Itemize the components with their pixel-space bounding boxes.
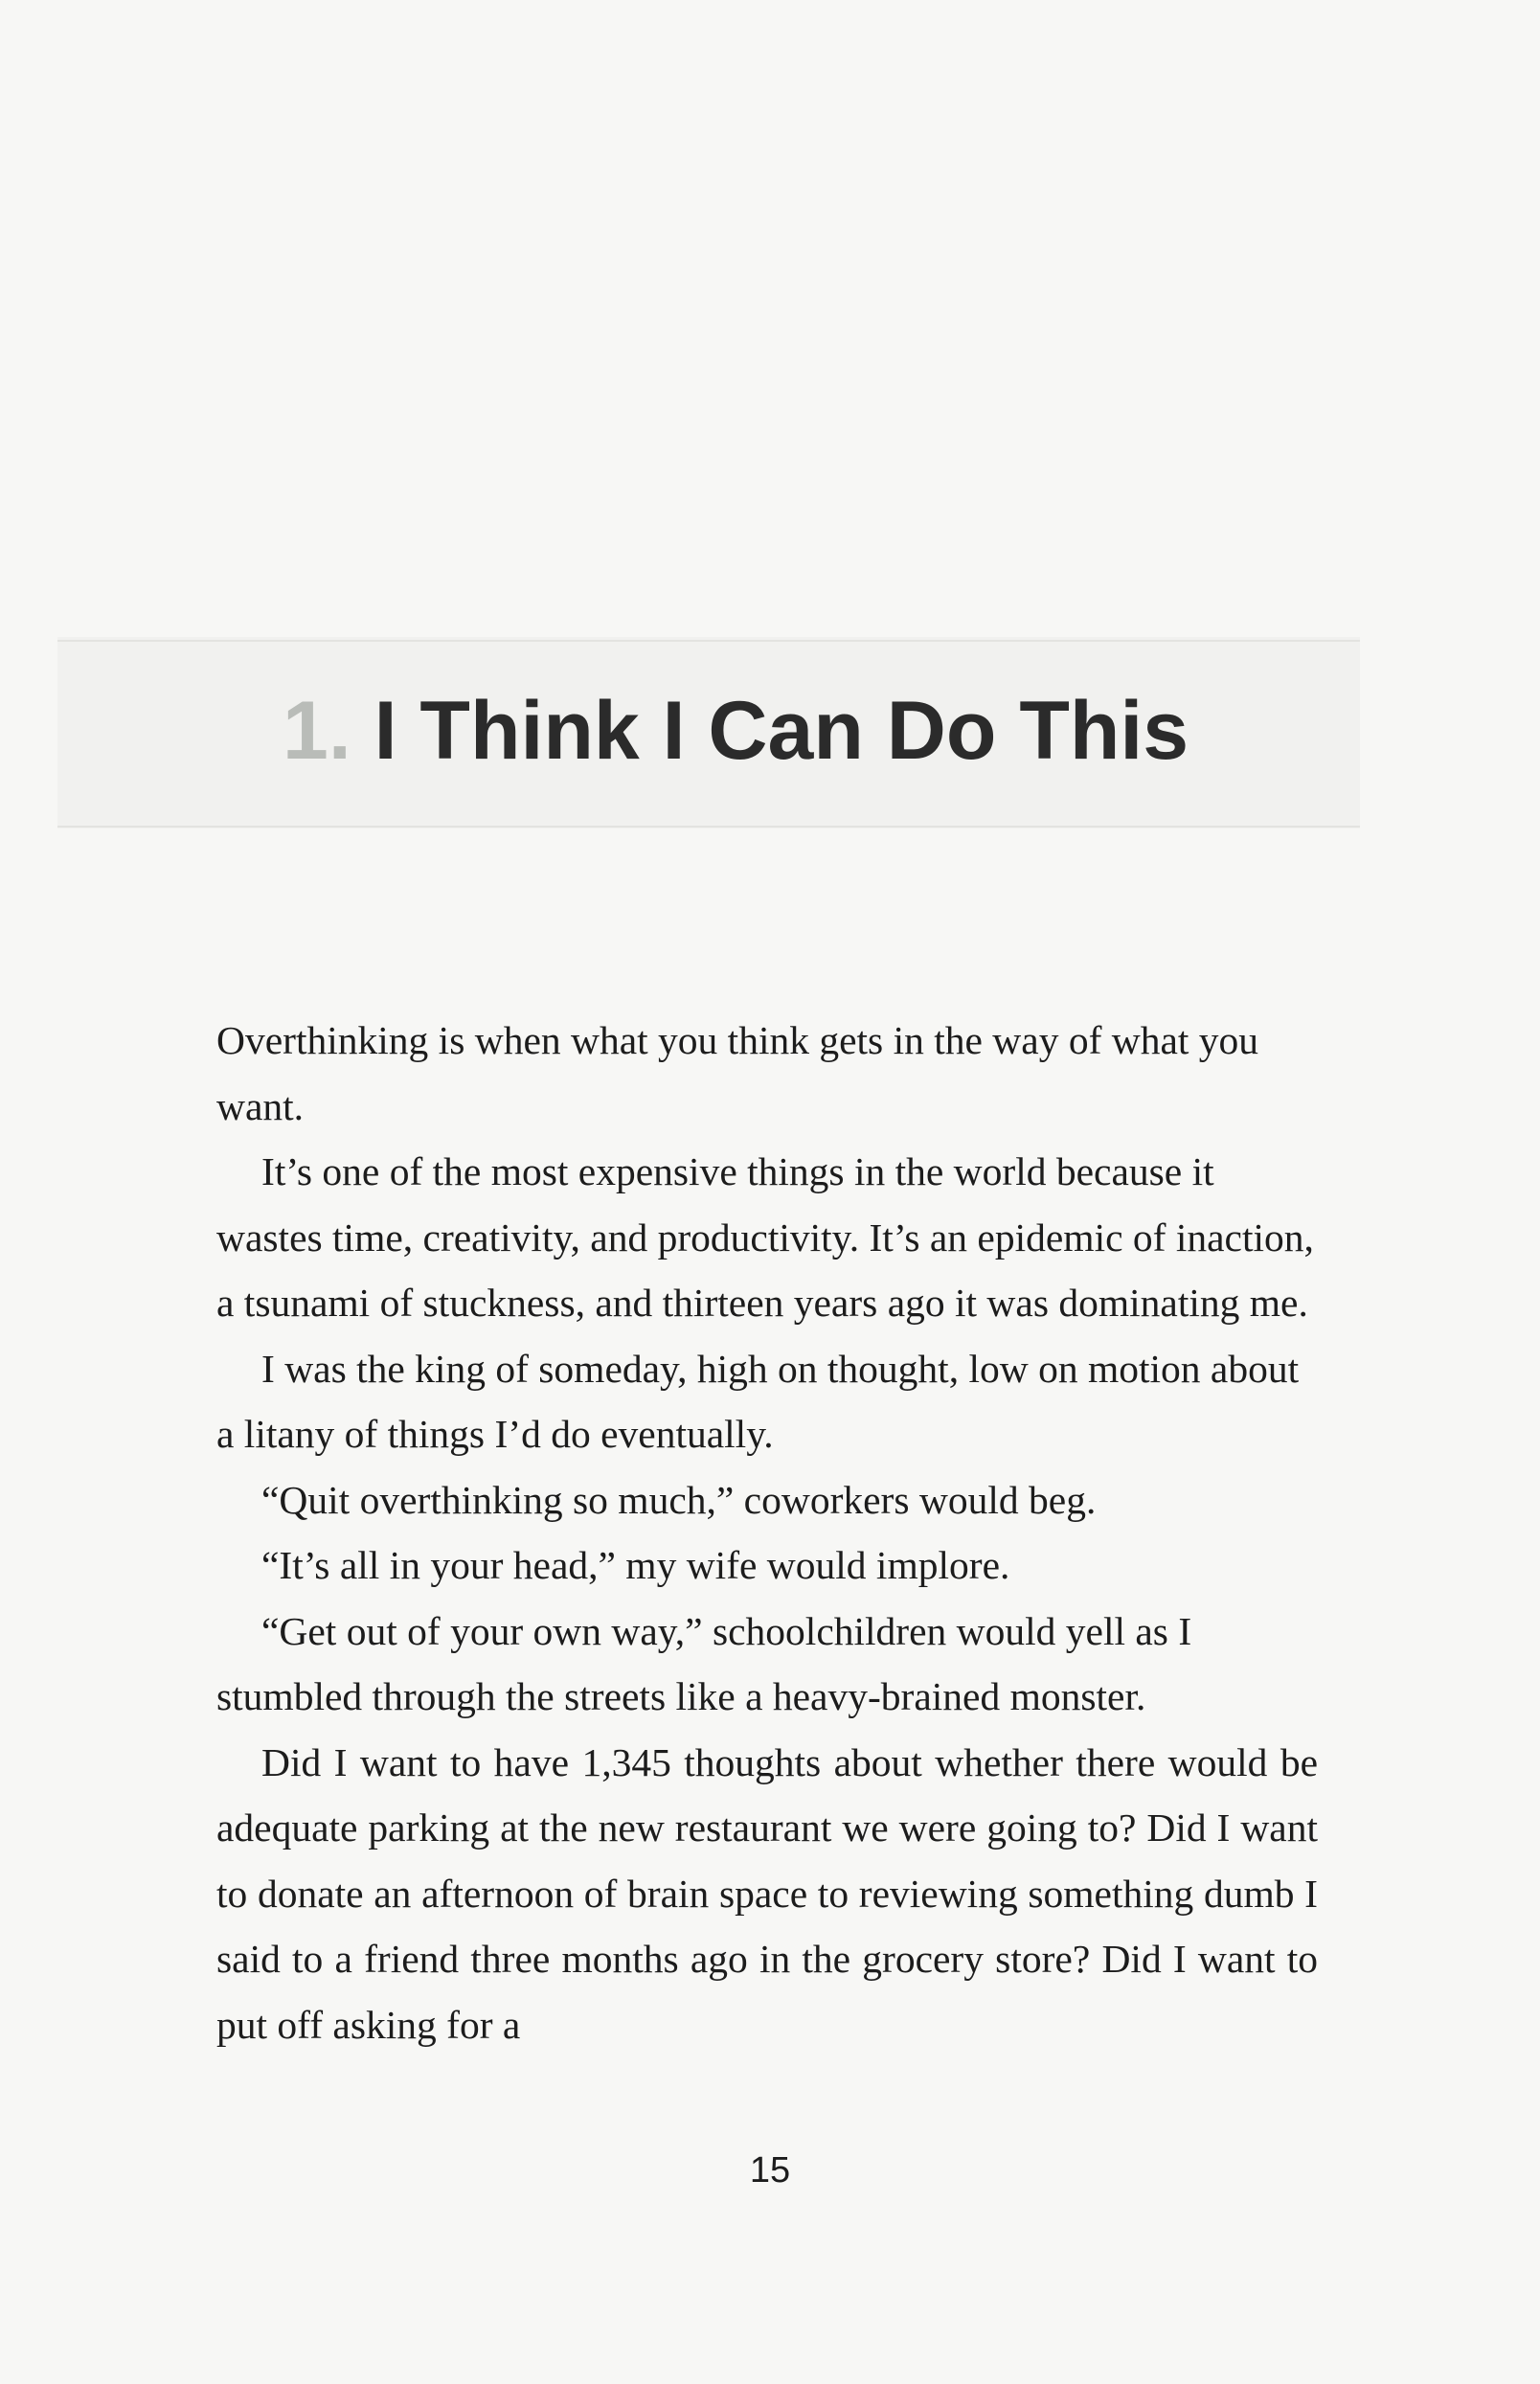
page-number: 15 (749, 2150, 791, 2191)
paragraph-6: “Get out of your own way,” schoolchildren would yell as I stumbled through the streets like a heavy-brained monster. (216, 1608, 1192, 1718)
chapter-number: 1. (283, 685, 351, 777)
paragraph-5: “It’s all in your head,” my wife would implore. (261, 1543, 1010, 1587)
chapter-bottom-rule (57, 826, 1360, 828)
chapter-title: I Think I Can Do This (374, 685, 1189, 777)
paragraph-3: I was the king of someday, high on thought, low on motion about a litany of things I’d do eventually. (216, 1346, 1300, 1456)
chapter-top-rule (57, 640, 1360, 642)
body-text (216, 1008, 1318, 2057)
paragraph-2: It’s one of the most expensive things in the world because it wastes time, creativity, and productivity. It’s an epidemic of inaction, a tsunami of stuckness, and thirteen years ago it was dominating me. (216, 1149, 1314, 1325)
chapter-heading (283, 669, 1189, 793)
paragraph-4: “Quit overthinking so much,” coworkers would beg. (261, 1477, 1097, 1522)
paragraph-7: Did I want to have 1,345 thoughts about whether there would be adequate parking at the new restaurant we were going to? Did I want to donate an afternoon of brain space to reviewing something dumb I said to a friend three months ago in the grocery store? Did I want to put off asking for a (216, 1739, 1318, 2047)
paragraph-1: Overthinking is when what you think gets in the way of what you want. (216, 1018, 1259, 1128)
